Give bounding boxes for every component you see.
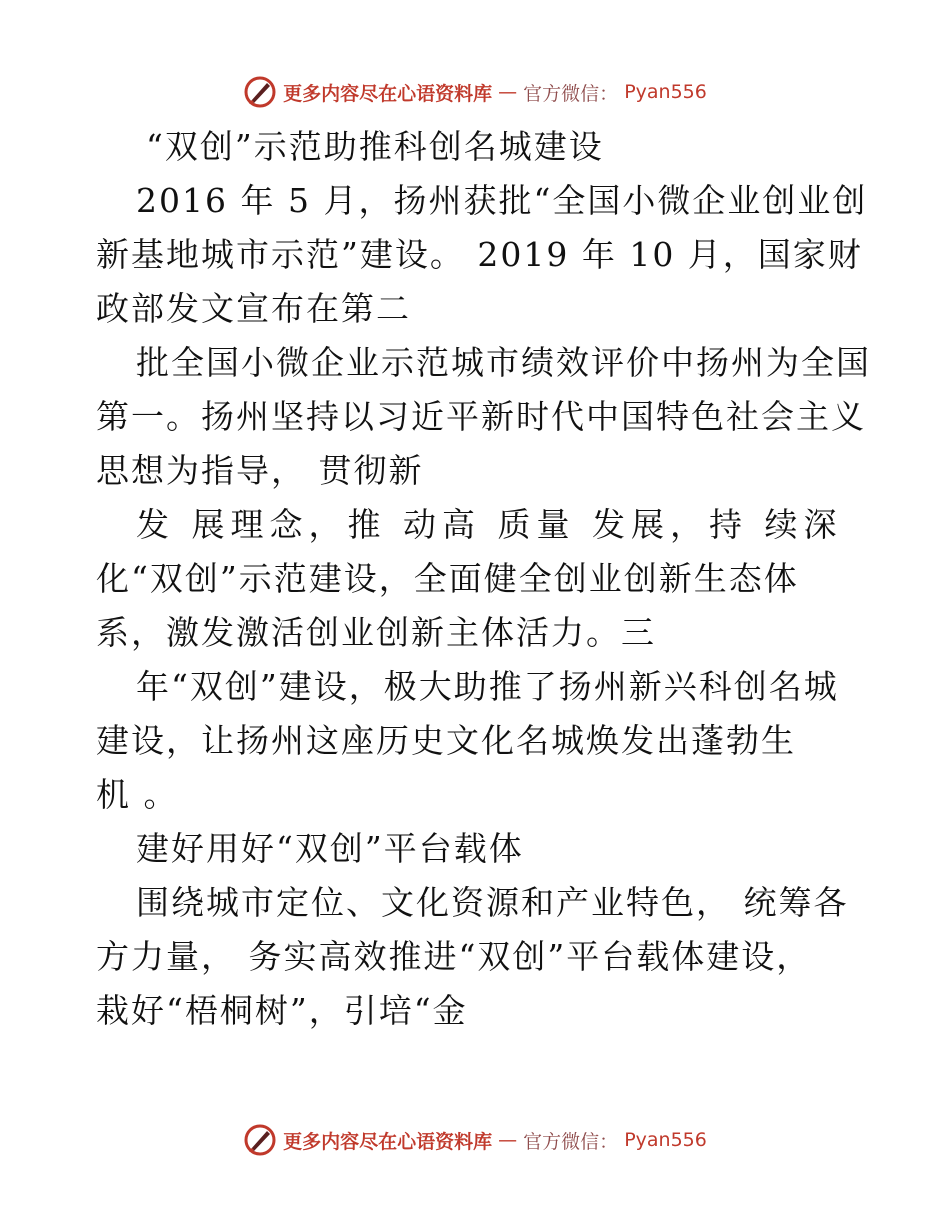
watermark-official-label: 官方微信： — [523, 82, 619, 105]
watermark-footer — [0, 1120, 950, 1160]
paragraph-line: 建设，让扬州这座历史文化名城焕发出蓬勃生 — [96, 721, 796, 760]
watermark-official-label: 官方微信： — [523, 1130, 619, 1153]
paragraph-line: 发 展理念，推 动高 质量 发展，持 续深 — [136, 505, 843, 544]
paragraph-line: 2016 年 5 月，扬州获批“全国小微企业创业创 — [136, 181, 868, 220]
paragraph-line: 批全国小微企业示范城市绩效评价中扬州为全国 — [136, 343, 871, 382]
watermark-wechat-id: Pyan556 — [624, 81, 707, 103]
document-body — [96, 120, 871, 1038]
paragraph-line: 思想为指导， 贯彻新 — [96, 451, 424, 490]
watermark-wechat-id: Pyan556 — [624, 1129, 707, 1151]
paragraph-line: 系，激发激活创业创新主体活力。三 — [96, 613, 656, 652]
paragraph-line: 政部发文宣布在第二 — [96, 289, 411, 328]
paragraph-line: 栽好“梧桐树”，引培“金 — [96, 991, 468, 1030]
paragraph-line: 化“双创”示范建设，全面健全创业创新生态体 — [96, 559, 799, 598]
quill-circle-icon — [243, 1123, 277, 1157]
watermark-separator: — — [498, 81, 518, 103]
paragraph-line: 年“双创”建设，极大助推了扬州新兴科创名城 — [136, 667, 839, 706]
paragraph-line: 机 。 — [96, 775, 179, 814]
section-heading: “双创”示范助推科创名城建设 — [146, 127, 604, 166]
watermark-header — [0, 72, 950, 112]
watermark-text: 更多内容尽在心语资料库 — [283, 82, 493, 105]
watermark-text: 更多内容尽在心语资料库 — [283, 1130, 493, 1153]
paragraph-line: 第一。扬州坚持以习近平新时代中国特色社会主义 — [96, 397, 866, 436]
section-heading: 建好用好“双创”平台载体 — [136, 829, 524, 868]
paragraph-line: 新基地城市示范”建设。 2019 年 10 月，国家财 — [96, 235, 863, 274]
watermark-separator: — — [498, 1129, 518, 1151]
paragraph-line: 围绕城市定位、文化资源和产业特色， 统筹各 — [136, 883, 849, 922]
quill-circle-icon — [243, 75, 277, 109]
paragraph-line: 方力量， 务实高效推进“双创”平台载体建设， — [96, 937, 812, 976]
